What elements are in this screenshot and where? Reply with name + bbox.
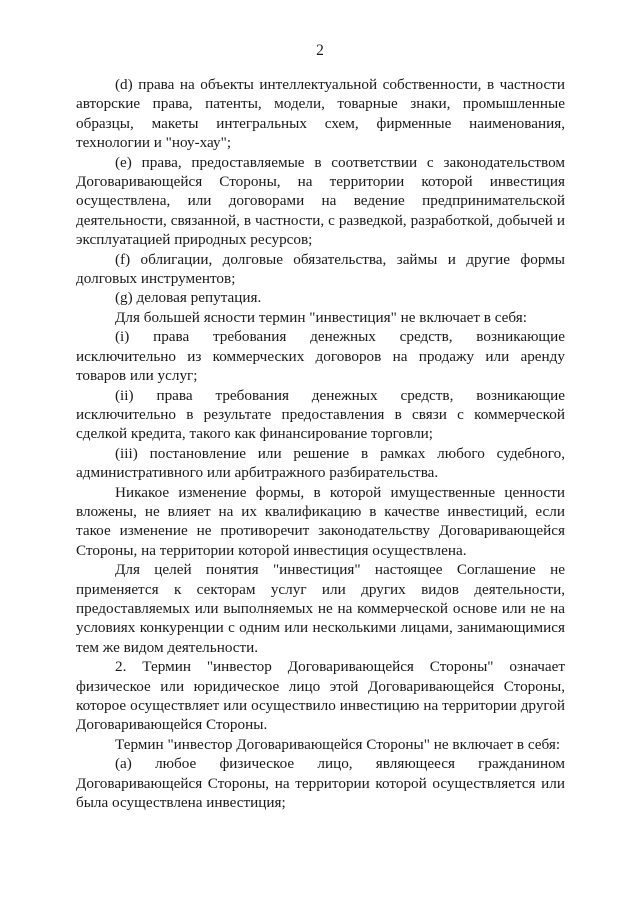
paragraph-clause-d: (d) права на объекты интеллектуальной собственности, в частности авторские права, патенты, модели, товарные знаки, промышленные образцы, макеты интегральных схем, фирменные наименования, технологии и "ноу-хау"; xyxy=(76,76,565,152)
paragraph-exclusion-i: (i) права требования денежных средств, возникающие исключительно из коммерческих договоров на продажу или аренду товаров или услуг; xyxy=(76,328,565,385)
paragraph-exclusion-iii: (iii) постановление или решение в рамках любого судебного, административного или арбитражного разбирательства. xyxy=(76,444,565,482)
paragraph-exclusion-ii: (ii) права требования денежных средств, возникающие исключительно в результате предоставления в связи с коммерческой сделкой кредита, такого как финансирование торговли; xyxy=(76,386,565,443)
paragraph-clause-e: (e) права, предоставляемые в соответствии с законодательством Договаривающейся Стороны, на территории которой инвестиция осуществлена, или договорами на ведение предпринимательской деятельности, связанной, в частности, с разведкой, разработкой, добычей и эксплуатацией природных ресурсов; xyxy=(76,153,565,249)
paragraph-investor-definition: 2. Термин "инвестор Договаривающейся Стороны" означает физическое или юридическое лицо этой Договаривающейся Стороны, которое осуществляет или осуществило инвестицию на территории другой Договаривающейся Стороны. xyxy=(76,658,565,734)
paragraph-investor-exclusions-intro: Термин "инвестор Договаривающейся Стороны" не включает в себя: xyxy=(115,735,561,753)
document-body xyxy=(76,75,565,812)
paragraph-exclusions-intro: Для большей ясности термин "инвестиция" не включает в себя: xyxy=(115,308,527,326)
paragraph-services-sectors: Для целей понятия "инвестиция" настоящее Соглашение не применяется к секторам услуг или других видов деятельности, предоставляемых или выполняемых не на коммерческой основе или не на условиях конкуренции с одним или несколькими лицами, занимающимися тем же видом деятельности. xyxy=(76,561,565,656)
paragraph-form-change: Никакое изменение формы, в которой имущественные ценности вложены, не влияет на их квалификацию в качестве инвестиций, если такое изменение не противоречит законодательству Договаривающейся Стороны, на территории которой инвестиция осуществлена. xyxy=(76,483,565,559)
paragraph-clause-f: (f) облигации, долговые обязательства, займы и другие формы долговых инструментов; xyxy=(76,250,565,288)
paragraph-clause-g: (g) деловая репутация. xyxy=(115,289,262,307)
paragraph-investor-exclusion-a: (a) любое физическое лицо, являющееся гражданином Договаривающейся Стороны, на территории которой осуществляется или была осуществлена инвестиция; xyxy=(76,755,565,812)
page-number: 2 xyxy=(316,42,324,59)
